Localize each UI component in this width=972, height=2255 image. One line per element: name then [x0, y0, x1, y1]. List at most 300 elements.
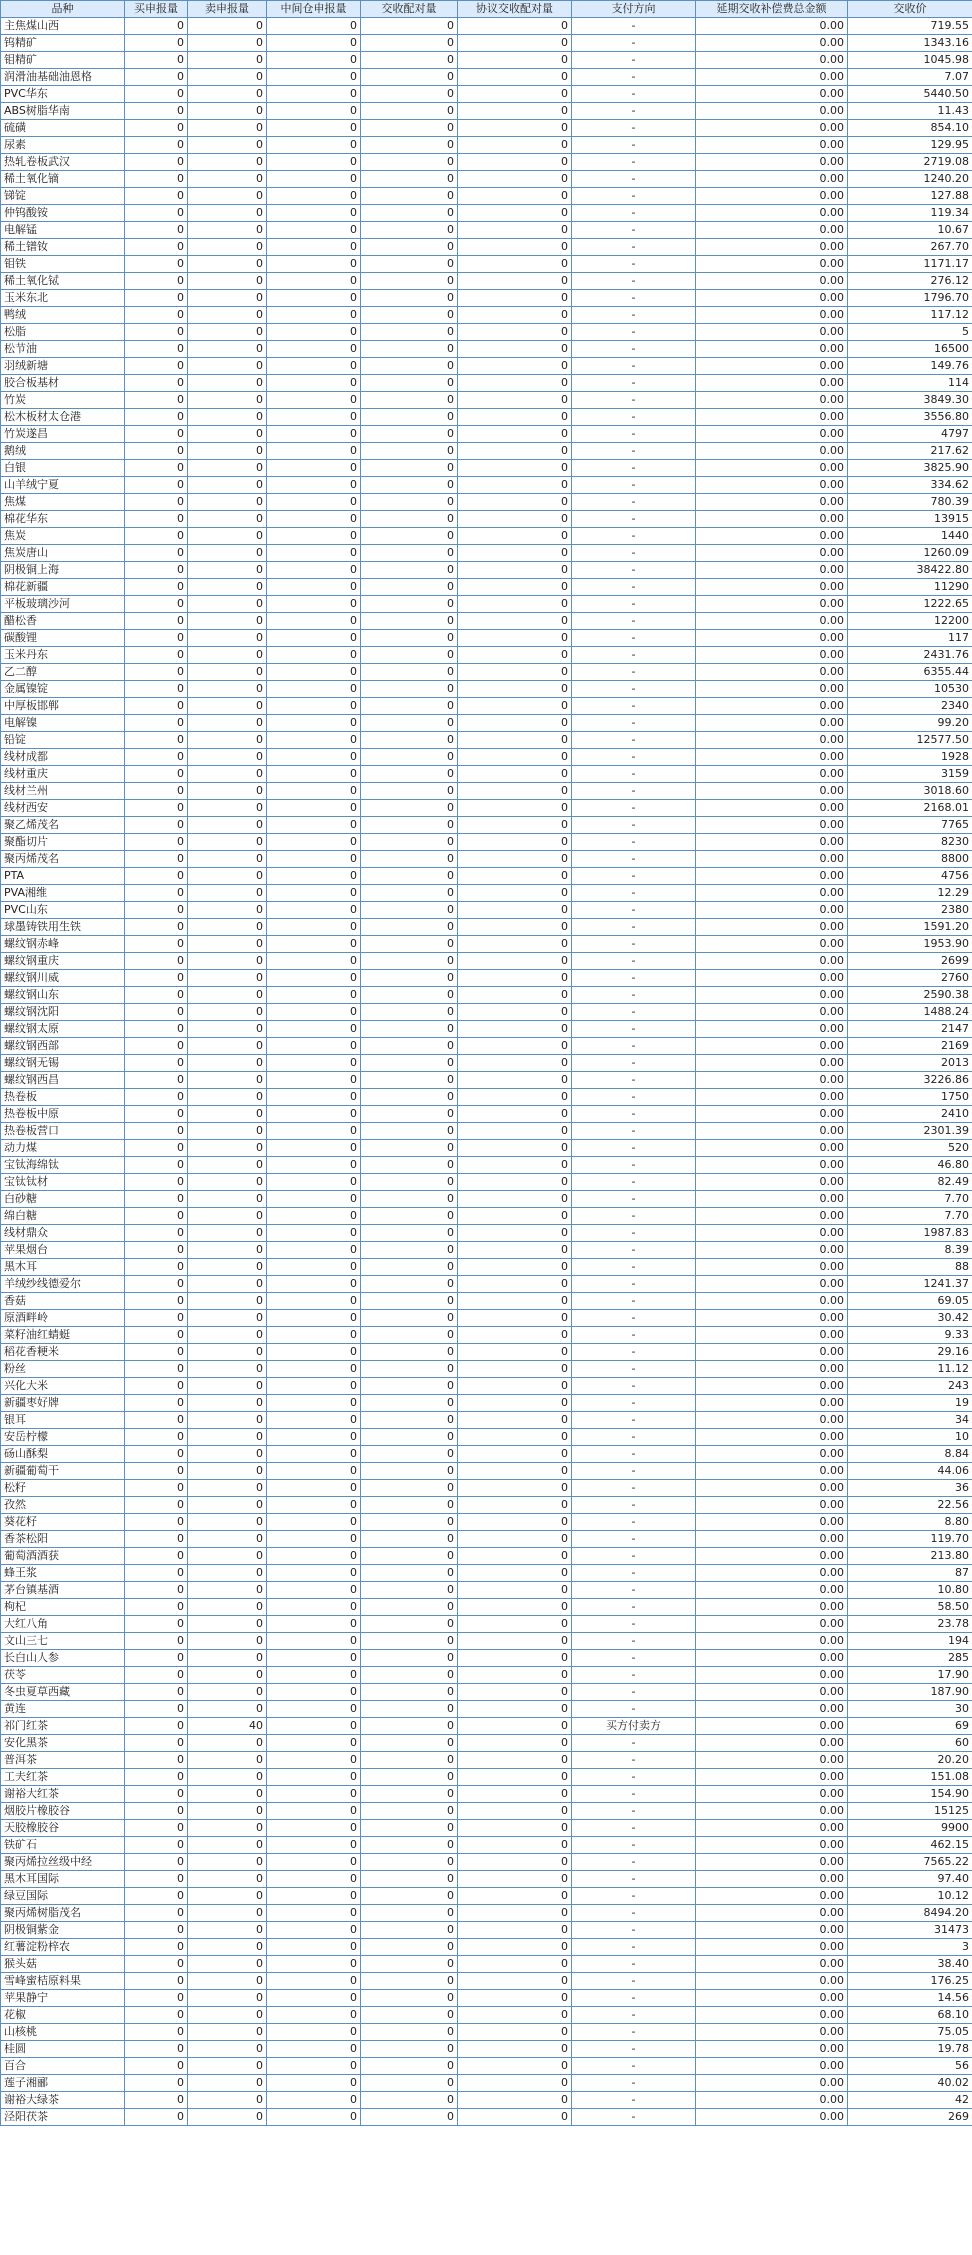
col-header-payment-direction[interactable]: 支付方向 [572, 1, 696, 18]
cell-agreement-matched: 0 [458, 1735, 572, 1752]
cell-payment-direction: - [572, 579, 696, 596]
cell-payment-direction: - [572, 18, 696, 35]
table-row [1, 1310, 972, 1327]
cell-deferred-compensation: 0.00 [696, 1106, 848, 1123]
cell-payment-direction: - [572, 222, 696, 239]
cell-warehouse-declared: 0 [267, 749, 361, 766]
cell-sell-declared: 0 [188, 426, 267, 443]
cell-delivery-matched: 0 [361, 953, 458, 970]
cell-warehouse-declared: 0 [267, 1276, 361, 1293]
cell-warehouse-declared: 0 [267, 1395, 361, 1412]
cell-payment-direction: - [572, 851, 696, 868]
cell-buy-declared: 0 [125, 664, 188, 681]
table-row [1, 528, 972, 545]
table-row [1, 1650, 972, 1667]
cell-agreement-matched: 0 [458, 1837, 572, 1854]
cell-warehouse-declared: 0 [267, 222, 361, 239]
table-row [1, 1463, 972, 1480]
cell-warehouse-declared: 0 [267, 596, 361, 613]
cell-agreement-matched: 0 [458, 596, 572, 613]
cell-delivery-price: 1171.17 [848, 256, 972, 273]
col-header-variety[interactable]: 品种 [1, 1, 125, 18]
cell-warehouse-declared: 0 [267, 205, 361, 222]
cell-agreement-matched: 0 [458, 1361, 572, 1378]
cell-delivery-price: 10 [848, 1429, 972, 1446]
cell-agreement-matched: 0 [458, 1174, 572, 1191]
cell-variety: 枸杞 [1, 1599, 125, 1616]
cell-agreement-matched: 0 [458, 732, 572, 749]
cell-sell-declared: 0 [188, 239, 267, 256]
cell-delivery-matched: 0 [361, 1599, 458, 1616]
table-row [1, 1429, 972, 1446]
cell-variety: 粉丝 [1, 1361, 125, 1378]
cell-buy-declared: 0 [125, 239, 188, 256]
cell-agreement-matched: 0 [458, 324, 572, 341]
cell-variety: 螺纹钢重庆 [1, 953, 125, 970]
cell-delivery-matched: 0 [361, 1123, 458, 1140]
cell-variety: 主焦煤山西 [1, 18, 125, 35]
cell-buy-declared: 0 [125, 885, 188, 902]
cell-sell-declared: 0 [188, 1174, 267, 1191]
cell-delivery-price: 1241.37 [848, 1276, 972, 1293]
cell-warehouse-declared: 0 [267, 1616, 361, 1633]
cell-sell-declared: 0 [188, 1854, 267, 1871]
cell-payment-direction: - [572, 1922, 696, 1939]
cell-buy-declared: 0 [125, 1582, 188, 1599]
cell-payment-direction: - [572, 1191, 696, 1208]
cell-delivery-price: 15125 [848, 1803, 972, 1820]
cell-sell-declared: 0 [188, 834, 267, 851]
col-header-sell-declared[interactable]: 卖申报量 [188, 1, 267, 18]
cell-deferred-compensation: 0.00 [696, 1327, 848, 1344]
table-row [1, 426, 972, 443]
cell-sell-declared: 0 [188, 1837, 267, 1854]
cell-buy-declared: 0 [125, 1327, 188, 1344]
cell-payment-direction: - [572, 1599, 696, 1616]
cell-buy-declared: 0 [125, 1650, 188, 1667]
cell-delivery-price: 2719.08 [848, 154, 972, 171]
cell-variety: 天胶橡胶谷 [1, 1820, 125, 1837]
table-row [1, 324, 972, 341]
cell-agreement-matched: 0 [458, 1259, 572, 1276]
col-header-deferred-compensation[interactable]: 延期交收补偿费总金额 [696, 1, 848, 18]
cell-sell-declared: 0 [188, 103, 267, 120]
cell-warehouse-declared: 0 [267, 834, 361, 851]
table-row [1, 1293, 972, 1310]
cell-deferred-compensation: 0.00 [696, 511, 848, 528]
table-row [1, 1939, 972, 1956]
cell-variety: 铁矿石 [1, 1837, 125, 1854]
cell-buy-declared: 0 [125, 1718, 188, 1735]
cell-agreement-matched: 0 [458, 1922, 572, 1939]
cell-payment-direction: - [572, 35, 696, 52]
cell-delivery-matched: 0 [361, 69, 458, 86]
cell-warehouse-declared: 0 [267, 1446, 361, 1463]
cell-payment-direction: - [572, 919, 696, 936]
cell-variety: 谢裕大绿茶 [1, 2092, 125, 2109]
table-row [1, 783, 972, 800]
cell-warehouse-declared: 0 [267, 1225, 361, 1242]
cell-variety: 葵花籽 [1, 1514, 125, 1531]
cell-sell-declared: 0 [188, 154, 267, 171]
cell-payment-direction: - [572, 817, 696, 834]
cell-delivery-price: 119.34 [848, 205, 972, 222]
cell-variety: 莲子湘郦 [1, 2075, 125, 2092]
cell-buy-declared: 0 [125, 1548, 188, 1565]
table-row [1, 766, 972, 783]
cell-deferred-compensation: 0.00 [696, 800, 848, 817]
cell-buy-declared: 0 [125, 341, 188, 358]
cell-delivery-matched: 0 [361, 936, 458, 953]
cell-variety: 阴极铜紫金 [1, 1922, 125, 1939]
cell-warehouse-declared: 0 [267, 1174, 361, 1191]
col-header-delivery-matched[interactable]: 交收配对量 [361, 1, 458, 18]
cell-deferred-compensation: 0.00 [696, 579, 848, 596]
cell-deferred-compensation: 0.00 [696, 681, 848, 698]
cell-warehouse-declared: 0 [267, 2041, 361, 2058]
cell-sell-declared: 0 [188, 1361, 267, 1378]
table-row [1, 1973, 972, 1990]
cell-delivery-price: 69 [848, 1718, 972, 1735]
cell-buy-declared: 0 [125, 273, 188, 290]
table-row [1, 222, 972, 239]
cell-deferred-compensation: 0.00 [696, 919, 848, 936]
cell-deferred-compensation: 0.00 [696, 1905, 848, 1922]
cell-buy-declared: 0 [125, 1837, 188, 1854]
cell-delivery-price: 16500 [848, 341, 972, 358]
cell-delivery-price: 82.49 [848, 1174, 972, 1191]
cell-payment-direction: - [572, 698, 696, 715]
cell-deferred-compensation: 0.00 [696, 1752, 848, 1769]
cell-delivery-matched: 0 [361, 443, 458, 460]
cell-variety: 兴化大米 [1, 1378, 125, 1395]
table-row [1, 1276, 972, 1293]
cell-warehouse-declared: 0 [267, 1072, 361, 1089]
cell-buy-declared: 0 [125, 953, 188, 970]
cell-agreement-matched: 0 [458, 1514, 572, 1531]
cell-sell-declared: 0 [188, 630, 267, 647]
col-header-delivery-price[interactable]: 交收价 [848, 1, 972, 18]
table-row [1, 851, 972, 868]
cell-variety: 绵白糖 [1, 1208, 125, 1225]
cell-deferred-compensation: 0.00 [696, 239, 848, 256]
cell-variety: 线材西安 [1, 800, 125, 817]
cell-sell-declared: 0 [188, 1072, 267, 1089]
cell-deferred-compensation: 0.00 [696, 120, 848, 137]
cell-warehouse-declared: 0 [267, 732, 361, 749]
cell-payment-direction: - [572, 273, 696, 290]
cell-deferred-compensation: 0.00 [696, 86, 848, 103]
cell-warehouse-declared: 0 [267, 647, 361, 664]
table-row [1, 1854, 972, 1871]
cell-agreement-matched: 0 [458, 290, 572, 307]
cell-deferred-compensation: 0.00 [696, 1429, 848, 1446]
table-row [1, 1633, 972, 1650]
cell-sell-declared: 0 [188, 18, 267, 35]
cell-agreement-matched: 0 [458, 953, 572, 970]
cell-delivery-matched: 0 [361, 1072, 458, 1089]
table-row [1, 1174, 972, 1191]
cell-sell-declared: 0 [188, 460, 267, 477]
cell-agreement-matched: 0 [458, 885, 572, 902]
cell-sell-declared: 0 [188, 1582, 267, 1599]
cell-agreement-matched: 0 [458, 1565, 572, 1582]
cell-sell-declared: 0 [188, 2007, 267, 2024]
cell-sell-declared: 0 [188, 817, 267, 834]
cell-payment-direction: - [572, 936, 696, 953]
cell-agreement-matched: 0 [458, 2024, 572, 2041]
cell-delivery-price: 213.80 [848, 1548, 972, 1565]
cell-deferred-compensation: 0.00 [696, 392, 848, 409]
cell-delivery-price: 2431.76 [848, 647, 972, 664]
cell-delivery-price: 114 [848, 375, 972, 392]
cell-delivery-price: 2168.01 [848, 800, 972, 817]
cell-agreement-matched: 0 [458, 52, 572, 69]
cell-buy-declared: 0 [125, 970, 188, 987]
cell-agreement-matched: 0 [458, 222, 572, 239]
cell-buy-declared: 0 [125, 1344, 188, 1361]
table-row [1, 1905, 972, 1922]
table-row [1, 477, 972, 494]
cell-variety: 碳酸锂 [1, 630, 125, 647]
col-header-warehouse-declared[interactable]: 中间仓申报量 [267, 1, 361, 18]
cell-delivery-matched: 0 [361, 2075, 458, 2092]
cell-payment-direction: - [572, 103, 696, 120]
cell-payment-direction: - [572, 1276, 696, 1293]
cell-deferred-compensation: 0.00 [696, 1531, 848, 1548]
cell-deferred-compensation: 0.00 [696, 35, 848, 52]
cell-buy-declared: 0 [125, 188, 188, 205]
cell-sell-declared: 0 [188, 1191, 267, 1208]
cell-delivery-price: 40.02 [848, 2075, 972, 2092]
table-row [1, 630, 972, 647]
col-header-buy-declared[interactable]: 买申报量 [125, 1, 188, 18]
cell-deferred-compensation: 0.00 [696, 1667, 848, 1684]
cell-delivery-matched: 0 [361, 800, 458, 817]
cell-warehouse-declared: 0 [267, 579, 361, 596]
cell-agreement-matched: 0 [458, 1344, 572, 1361]
cell-delivery-price: 217.62 [848, 443, 972, 460]
cell-payment-direction: - [572, 1497, 696, 1514]
cell-buy-declared: 0 [125, 1871, 188, 1888]
cell-deferred-compensation: 0.00 [696, 596, 848, 613]
cell-warehouse-declared: 0 [267, 919, 361, 936]
cell-delivery-price: 154.90 [848, 1786, 972, 1803]
cell-buy-declared: 0 [125, 1905, 188, 1922]
cell-buy-declared: 0 [125, 834, 188, 851]
cell-agreement-matched: 0 [458, 1191, 572, 1208]
cell-sell-declared: 0 [188, 953, 267, 970]
cell-agreement-matched: 0 [458, 1803, 572, 1820]
cell-sell-declared: 0 [188, 273, 267, 290]
cell-warehouse-declared: 0 [267, 1582, 361, 1599]
cell-agreement-matched: 0 [458, 409, 572, 426]
cell-deferred-compensation: 0.00 [696, 1276, 848, 1293]
cell-agreement-matched: 0 [458, 1752, 572, 1769]
cell-deferred-compensation: 0.00 [696, 1123, 848, 1140]
cell-agreement-matched: 0 [458, 834, 572, 851]
cell-payment-direction: - [572, 783, 696, 800]
cell-warehouse-declared: 0 [267, 307, 361, 324]
cell-payment-direction: - [572, 1837, 696, 1854]
cell-delivery-price: 29.16 [848, 1344, 972, 1361]
cell-payment-direction: - [572, 1106, 696, 1123]
cell-sell-declared: 0 [188, 1888, 267, 1905]
cell-payment-direction: - [572, 1344, 696, 1361]
cell-warehouse-declared: 0 [267, 681, 361, 698]
cell-buy-declared: 0 [125, 375, 188, 392]
table-row [1, 256, 972, 273]
cell-warehouse-declared: 0 [267, 69, 361, 86]
cell-payment-direction: - [572, 987, 696, 1004]
cell-payment-direction: - [572, 647, 696, 664]
cell-agreement-matched: 0 [458, 137, 572, 154]
cell-warehouse-declared: 0 [267, 1055, 361, 1072]
cell-variety: 锑锭 [1, 188, 125, 205]
cell-deferred-compensation: 0.00 [696, 222, 848, 239]
cell-payment-direction: - [572, 1752, 696, 1769]
cell-delivery-matched: 0 [361, 1548, 458, 1565]
table-row [1, 749, 972, 766]
cell-buy-declared: 0 [125, 1769, 188, 1786]
cell-buy-declared: 0 [125, 1191, 188, 1208]
cell-buy-declared: 0 [125, 1531, 188, 1548]
cell-warehouse-declared: 0 [267, 1004, 361, 1021]
table-row [1, 1531, 972, 1548]
cell-deferred-compensation: 0.00 [696, 1072, 848, 1089]
cell-agreement-matched: 0 [458, 1633, 572, 1650]
cell-delivery-matched: 0 [361, 2109, 458, 2126]
cell-payment-direction: - [572, 2024, 696, 2041]
cell-buy-declared: 0 [125, 1667, 188, 1684]
cell-variety: 金属镍锭 [1, 681, 125, 698]
cell-delivery-price: 187.90 [848, 1684, 972, 1701]
cell-payment-direction: - [572, 341, 696, 358]
cell-variety: 稀土氧化镝 [1, 171, 125, 188]
table-row [1, 1140, 972, 1157]
cell-payment-direction: - [572, 1004, 696, 1021]
cell-deferred-compensation: 0.00 [696, 1242, 848, 1259]
cell-variety: 砀山酥梨 [1, 1446, 125, 1463]
cell-warehouse-declared: 0 [267, 1378, 361, 1395]
cell-warehouse-declared: 0 [267, 1565, 361, 1582]
cell-agreement-matched: 0 [458, 1140, 572, 1157]
table-row [1, 1259, 972, 1276]
cell-payment-direction: - [572, 239, 696, 256]
cell-buy-declared: 0 [125, 477, 188, 494]
cell-buy-declared: 0 [125, 1395, 188, 1412]
cell-payment-direction: - [572, 902, 696, 919]
cell-delivery-matched: 0 [361, 698, 458, 715]
cell-agreement-matched: 0 [458, 528, 572, 545]
table-row [1, 1395, 972, 1412]
cell-delivery-price: 1796.70 [848, 290, 972, 307]
cell-deferred-compensation: 0.00 [696, 1956, 848, 1973]
cell-payment-direction: - [572, 1021, 696, 1038]
cell-payment-direction: - [572, 1531, 696, 1548]
table-row [1, 1735, 972, 1752]
table-row [1, 715, 972, 732]
table-row [1, 834, 972, 851]
cell-variety: 聚乙烯茂名 [1, 817, 125, 834]
cell-variety: 香菇 [1, 1293, 125, 1310]
cell-delivery-matched: 0 [361, 1514, 458, 1531]
cell-buy-declared: 0 [125, 732, 188, 749]
cell-deferred-compensation: 0.00 [696, 1225, 848, 1242]
cell-variety: 普洱茶 [1, 1752, 125, 1769]
cell-deferred-compensation: 0.00 [696, 528, 848, 545]
cell-delivery-matched: 0 [361, 902, 458, 919]
cell-delivery-matched: 0 [361, 545, 458, 562]
cell-payment-direction: - [572, 1140, 696, 1157]
cell-deferred-compensation: 0.00 [696, 154, 848, 171]
cell-sell-declared: 0 [188, 1871, 267, 1888]
cell-delivery-price: 11290 [848, 579, 972, 596]
cell-delivery-matched: 0 [361, 1004, 458, 1021]
cell-variety: 热卷板营口 [1, 1123, 125, 1140]
cell-sell-declared: 0 [188, 1973, 267, 1990]
cell-delivery-matched: 0 [361, 341, 458, 358]
cell-variety: 电解镍 [1, 715, 125, 732]
table-row [1, 919, 972, 936]
cell-buy-declared: 0 [125, 936, 188, 953]
cell-warehouse-declared: 0 [267, 1123, 361, 1140]
cell-warehouse-declared: 0 [267, 409, 361, 426]
cell-deferred-compensation: 0.00 [696, 69, 848, 86]
cell-agreement-matched: 0 [458, 120, 572, 137]
cell-buy-declared: 0 [125, 1004, 188, 1021]
cell-sell-declared: 0 [188, 1344, 267, 1361]
cell-sell-declared: 0 [188, 1293, 267, 1310]
cell-payment-direction: - [572, 1038, 696, 1055]
cell-buy-declared: 0 [125, 545, 188, 562]
cell-deferred-compensation: 0.00 [696, 1701, 848, 1718]
cell-delivery-matched: 0 [361, 596, 458, 613]
cell-agreement-matched: 0 [458, 460, 572, 477]
cell-sell-declared: 0 [188, 1701, 267, 1718]
cell-deferred-compensation: 0.00 [696, 1259, 848, 1276]
cell-variety: 原酒畔岭 [1, 1310, 125, 1327]
cell-payment-direction: - [572, 1973, 696, 1990]
cell-variety: 红薯淀粉梓农 [1, 1939, 125, 1956]
cell-variety: 醋松香 [1, 613, 125, 630]
cell-delivery-price: 3159 [848, 766, 972, 783]
cell-agreement-matched: 0 [458, 1956, 572, 1973]
col-header-agreement-matched[interactable]: 协议交收配对量 [458, 1, 572, 18]
cell-payment-direction: - [572, 1582, 696, 1599]
cell-deferred-compensation: 0.00 [696, 324, 848, 341]
cell-sell-declared: 0 [188, 1310, 267, 1327]
cell-warehouse-declared: 0 [267, 1038, 361, 1055]
cell-delivery-price: 19.78 [848, 2041, 972, 2058]
table-row [1, 18, 972, 35]
cell-sell-declared: 0 [188, 1276, 267, 1293]
cell-sell-declared: 0 [188, 120, 267, 137]
cell-warehouse-declared: 0 [267, 35, 361, 52]
cell-variety: 平板玻璃沙河 [1, 596, 125, 613]
cell-delivery-matched: 0 [361, 511, 458, 528]
cell-buy-declared: 0 [125, 919, 188, 936]
table-row [1, 1327, 972, 1344]
cell-payment-direction: - [572, 494, 696, 511]
table-row [1, 409, 972, 426]
cell-warehouse-declared: 0 [267, 800, 361, 817]
cell-payment-direction: - [572, 732, 696, 749]
cell-sell-declared: 0 [188, 919, 267, 936]
cell-sell-declared: 0 [188, 868, 267, 885]
cell-buy-declared: 0 [125, 800, 188, 817]
cell-buy-declared: 0 [125, 1123, 188, 1140]
